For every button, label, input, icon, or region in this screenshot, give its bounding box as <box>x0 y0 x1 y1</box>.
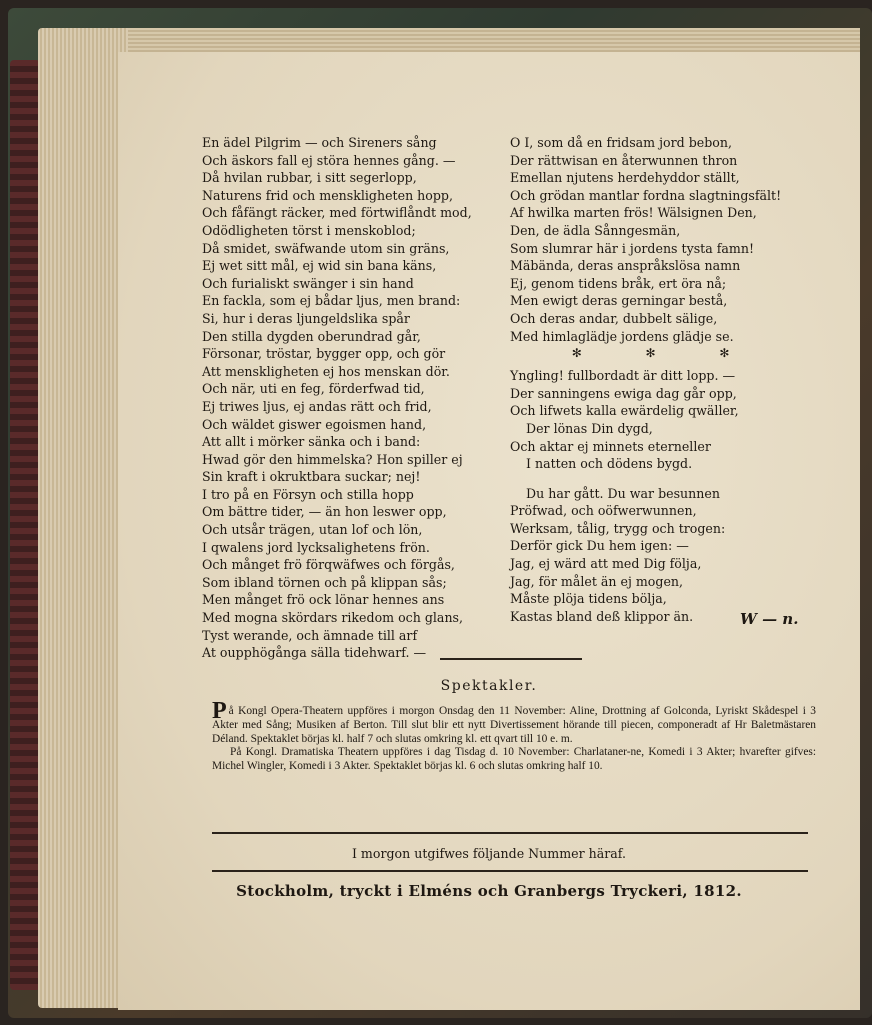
poem-line: Werksam, tålig, trygg och trogen: <box>510 520 726 536</box>
poem-line: Pröfwad, och oöfwerwunnen, <box>510 503 697 519</box>
poem-line: Och wäldet giswer egoismen hand, <box>202 416 427 432</box>
poem-line: Yngling! fullbordadt är ditt lopp. — <box>510 368 736 384</box>
poem-line: Sin kraft i okruktbara suckar; nej! <box>202 469 421 485</box>
divider <box>212 870 808 872</box>
poem-line: Då smidet, swäfwande utom sin gräns, <box>202 240 450 256</box>
poem-line: Jag, för målet än ej mogen, <box>510 573 684 589</box>
poem-line: Si, hur i deras ljungeldslika spår <box>202 310 410 326</box>
section-title: Spektakler. <box>440 678 538 694</box>
poem-line: En ädel Pilgrim — och Sireners sång <box>202 135 437 150</box>
stanza-separator: ✻ ✻ ✻ <box>571 346 760 361</box>
poem-left-column <box>202 134 472 662</box>
poem-line: Och lifwets kalla ewärdelig qwäller, <box>510 403 739 419</box>
poem-right-column <box>510 134 781 625</box>
poem-signature: W — n. <box>740 610 799 628</box>
poem-line: Att allt i mörker sänka och i band: <box>202 434 421 450</box>
drop-cap: P <box>212 698 227 724</box>
poem-line: O I, som då en fridsam jord bebon, <box>510 135 732 150</box>
poem-line: Tyst werande, och ämnade till arf <box>202 627 418 643</box>
poem-line: Som slumrar här i jordens tysta famn! <box>510 240 755 256</box>
poem-line: Försonar, tröstar, bygger opp, och gör <box>202 346 446 362</box>
poem-line: Och utsår trägen, utan lof och lön, <box>202 522 423 538</box>
poem-line: Derför gick Du hem igen: — <box>510 538 689 554</box>
notice-text: å Kongl Opera-Theatern uppföres i morgon Onsdag den 11 November: Aline, Drottning af Golconda, Lyriskt Skådespel i 3 Akter med Sång; Musiken af Berton. Till slut blir ett nytt Divertissement hörande till piecen, componeradt af Hr Baletmästaren Déland. Spektaklet börjas kl. half 7 och slutas omkring kl. ett qvart till 10 e. m. <box>212 705 816 745</box>
poem-line: Mäbända, deras anspråkslösa namn <box>510 258 741 274</box>
printer-imprint: Stockholm, tryckt i Elméns och Granbergs Tryckeri, 1812. <box>236 882 742 900</box>
poem-line: Om bättre tider, — än hon leswer opp, <box>202 504 447 520</box>
poem-stanza <box>510 134 781 345</box>
poem-line: Och när, uti en feg, förderfwad tid, <box>202 381 425 397</box>
poem-line: Och grödan mantlar fordna slagtningsfält! <box>510 187 782 203</box>
poem-line: Af hwilka marten frös! Wälsignen Den, <box>510 205 757 221</box>
poem-line: At oupphögånga sälla tidehwarf. — <box>202 645 427 661</box>
poem-line: Ej, genom tidens bråk, ert öra nå; <box>510 275 727 291</box>
poem-line: Kastas bland deß klippor än. <box>510 608 694 624</box>
page-stack-left <box>38 28 128 1008</box>
poem-line: Naturens frid och menskligheten hopp, <box>202 187 454 203</box>
poem-line: Jag, ej wärd att med Dig följa, <box>510 556 702 572</box>
poem-line: Att menskligheten ej hos menskan dör. <box>202 363 450 379</box>
next-issue-note: I morgon utgifwes följande Nummer häraf. <box>351 846 627 861</box>
poem-line: Emellan njutens herdehyddor ställt, <box>510 170 740 186</box>
poem-line: I tro på en Försyn och stilla hopp <box>202 486 414 502</box>
poem-line: I qwalens jord lycksalighetens frön. <box>202 539 430 555</box>
poem-line: Den stilla dygden oberundrad går, <box>202 328 421 344</box>
poem-line: Hwad gör den himmelska? Hon spiller ej <box>202 451 463 467</box>
poem-line: Men månget frö ock lönar hennes ans <box>202 592 445 608</box>
poem-line: Odödligheten törst i menskoblod; <box>202 222 416 238</box>
poem-line: Der sanningens ewiga dag går opp, <box>510 385 737 401</box>
divider <box>212 832 808 834</box>
poem-line: Och fåfängt räcker, med förtwiflåndt mod, <box>202 205 472 221</box>
poem-line: Och aktar ej minnets eterneller <box>510 438 711 454</box>
poem-line: En fackla, som ej bådar ljus, men brand: <box>202 293 461 309</box>
poem-stanza <box>510 367 781 473</box>
poem-line: Ej triwes ljus, ej andas rätt och frid, <box>202 398 432 414</box>
poem-line: Och deras andar, dubbelt sälige, <box>510 310 718 326</box>
poem-line: Ej wet sitt mål, ej wid sin bana käns, <box>202 258 437 274</box>
poem-line: Med mogna skördars rikedom och glans, <box>202 610 464 626</box>
notice-paragraph-opera <box>212 698 816 746</box>
poem-line: Der lönas Din dygd, <box>526 420 653 436</box>
poem-line: Den, de ädla Sånngesmän, <box>510 222 681 238</box>
poem-line: Som ibland törnen och på klippan sås; <box>202 574 447 590</box>
poem-line: Och furialiskt swänger i sin hand <box>202 275 414 291</box>
newspaper-page <box>118 52 860 1010</box>
book-spine-edge <box>10 60 40 990</box>
notice-paragraph-drama: På Kongl. Dramatiska Theatern uppföres i dag Tisdag d. 10 November: Charlataner-ne, Komedi i 3 Akter; hvarefter gifves: Michel Wingler, Komedi i 3 Akter. Spektaklet börjas kl. 6 och slutas omkring half 10. <box>212 746 816 773</box>
poem-line: Med himlaglädje jordens glädje se. <box>510 328 734 344</box>
poem-line: I natten och dödens bygd. <box>526 456 693 472</box>
poem-line: Och äskors fall ej störa hennes gång. — <box>202 152 456 168</box>
poem-line: Men ewigt deras gerningar bestå, <box>510 293 728 309</box>
poem-line: Och månget frö förqwäfwes och förgås, <box>202 557 455 573</box>
divider <box>440 658 582 660</box>
theatre-notice <box>212 698 816 774</box>
poem-line: Måste plöja tidens bölja, <box>510 591 667 607</box>
poem-line: Du har gått. Du war besunnen <box>526 485 720 501</box>
poem-line: Då hvilan rubbar, i sitt segerlopp, <box>202 170 417 186</box>
poem-stanza <box>510 485 781 626</box>
poem-line: Der rättwisan en återwunnen thron <box>510 152 738 168</box>
